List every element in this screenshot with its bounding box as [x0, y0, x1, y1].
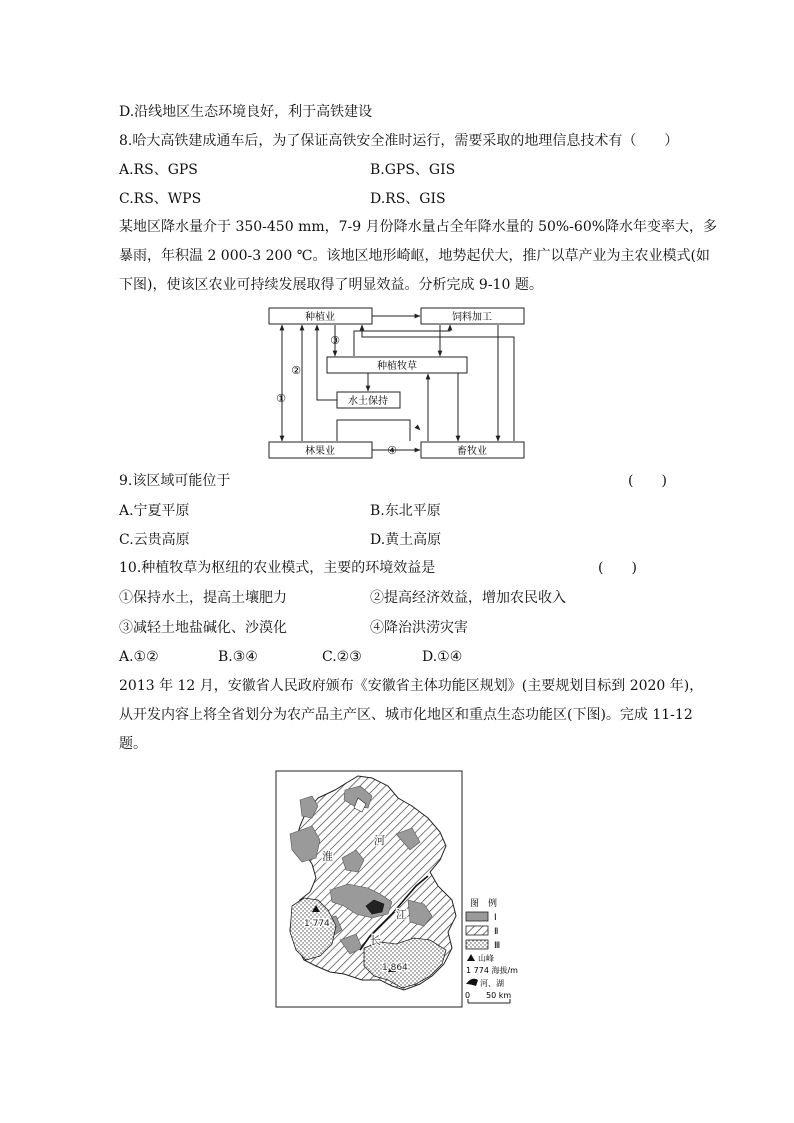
passage1-line2: 暴雨，年积温 2 000-3 200 ℃。该地区地形崎岖，地势起伏大，推广以草产业为主农业模式(如 [119, 248, 710, 264]
legend-scale-0: 0 [465, 991, 471, 1000]
passage2-line2: 从开发内容上将全省划分为农产品主产区、城市化地区和重点生态功能区(下图)。完成 11-12 [119, 707, 693, 723]
legend-label-peak: 山峰 [478, 954, 494, 963]
q8-option-d: D.RS、GIS [370, 191, 446, 207]
flow-label-2: ② [291, 364, 301, 377]
q9-paren: ( ) [628, 473, 667, 489]
label-jiang: 江 [396, 908, 407, 921]
box-livestock-label: 畜牧业 [457, 446, 487, 457]
q10-stem: 10.种植牧草为枢纽的农业模式，主要的环境效益是 [119, 560, 436, 576]
box-planting-label: 种植业 [305, 312, 335, 323]
q8-stem: 8.哈大高铁建成通车后，为了保证高铁安全准时运行，需要采取的地理信息技术有（ ） [119, 133, 679, 149]
q9-stem: 9.该区域可能位于 [119, 473, 231, 489]
q8-option-c: C.RS、WPS [119, 191, 202, 207]
q10-item-2: ②提高经济效益，增加农民收入 [370, 590, 566, 606]
label-peak-2: 1 864 [382, 963, 408, 973]
flow-label-3: ③ [330, 334, 340, 347]
q9-option-b: B.东北平原 [370, 503, 441, 519]
agriculture-flow-diagram [260, 302, 535, 462]
legend-peak-icon [467, 954, 475, 961]
label-peak-1: 1 774 [304, 919, 330, 929]
flow-label-1-visible: ① [276, 392, 286, 405]
legend-label-ii: Ⅱ [494, 927, 499, 937]
legend-label-river: 河、湖 [480, 979, 504, 988]
legend-river-icon [466, 979, 478, 986]
q10-option-a: A.①② [119, 649, 159, 665]
legend-swatch-iii [466, 940, 488, 949]
q10-item-1: ①保持水土，提高土壤肥力 [119, 590, 287, 606]
q8-option-b: B.GPS、GIS [370, 162, 456, 178]
q10-paren: ( ) [598, 560, 637, 576]
legend-swatch-i [466, 912, 488, 921]
legend-label-iii: Ⅲ [494, 941, 501, 951]
box-soil-label: 水土保持 [348, 396, 388, 407]
q9-option-a: A.宁夏平原 [119, 503, 190, 519]
q9-option-d: D.黄土高原 [370, 532, 442, 548]
legend-scale-50: 50 km [486, 991, 512, 1000]
q10-option-c: C.②③ [322, 649, 362, 665]
label-huai-1: 淮 [322, 850, 333, 863]
box-forest-label: 林果业 [305, 446, 335, 457]
flow-label-4: ④ [387, 444, 397, 457]
legend-label-elev: 1 774 海拔/m [466, 966, 518, 975]
q10-option-d: D.①④ [422, 649, 463, 665]
box-feed-label: 饲料加工 [452, 312, 492, 323]
passage2-line1: 2013 年 12 月，安徽省人民政府颁布《安徽省主体功能区规划》(主要规划目标到 2020 年)， [119, 678, 704, 694]
q10-item-4: ④降治洪涝灾害 [370, 620, 468, 636]
legend-label-i: Ⅰ [494, 913, 497, 923]
q9-option-c: C.云贵高原 [119, 532, 190, 548]
q10-item-3: ③减轻土地盐碱化、沙漠化 [119, 620, 287, 636]
passage1-line1: 某地区降水量介于 350-450 mm，7-9 月份降水量占全年降水量的 50%-60%降水年变率大，多 [119, 219, 718, 235]
box-grass-label: 种植牧草 [377, 361, 417, 372]
legend-title: 图 例 [470, 899, 498, 909]
label-chang: 长 [370, 934, 381, 947]
label-huai-2: 河 [374, 834, 385, 847]
anhui-function-zone-map [270, 765, 525, 1010]
legend-swatch-ii [466, 926, 488, 935]
passage2-line3: 题。 [119, 736, 147, 752]
q8-option-a: A.RS、GPS [119, 162, 198, 178]
q7-option-d: D.沿线地区生态环境良好，利于高铁建设 [119, 104, 373, 120]
q10-option-b: B.③④ [218, 649, 258, 665]
passage1-line3: 下图)，使该区农业可持续发展取得了明显效益。分析完成 9-10 题。 [119, 277, 543, 293]
